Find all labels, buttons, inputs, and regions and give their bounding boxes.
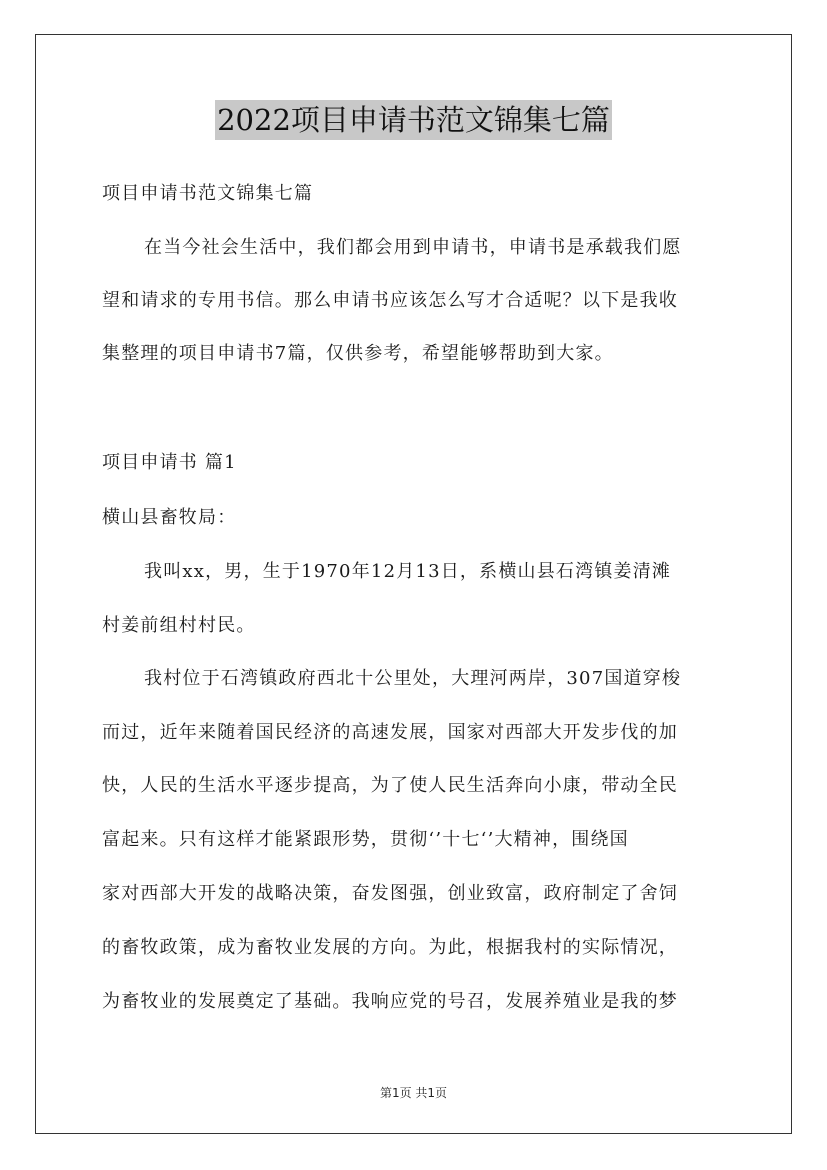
intro-line-3: 集整理的项目申请书7篇，仅供参考，希望能够帮助到大家。 — [102, 343, 614, 364]
para2-line-3: 快，人民的生活水平逐步提高，为了使人民生活奔向小康，带动全民 — [102, 775, 678, 796]
subtitle: 项目申请书范文锦集七篇 — [102, 183, 314, 204]
intro-line-2: 望和请求的专用书信。那么申请书应该怎么写才合适呢？以下是我收 — [102, 290, 678, 311]
section-heading: 项目申请书 篇1 — [102, 452, 237, 473]
para2-line-2: 而过，近年来随着国民经济的高速发展，国家对西部大开发步伐的加 — [102, 722, 678, 743]
para2-line-7: 为畜牧业的发展奠定了基础。我响应党的号召，发展养殖业是我的梦 — [102, 991, 678, 1012]
document-title: 2022项目申请书范文锦集七篇 — [215, 100, 612, 140]
para2-line-6: 的畜牧政策，成为畜牧业发展的方向。为此，根据我村的实际情况， — [102, 937, 678, 958]
para2-line-4: 富起来。只有这样才能紧跟形势，贯彻‘’十七‘’大精神，围绕国 — [102, 829, 629, 850]
para2-line-5: 家对西部大开发的战略决策，奋发图强，创业致富，政府制定了舍饲 — [102, 883, 678, 904]
title-container — [0, 100, 827, 140]
page-footer: 第1页 共1页 — [379, 1086, 448, 1100]
para2-line-1: 我村位于石湾镇政府西北十公里处，大理河两岸，307国道穿梭 — [144, 668, 682, 689]
para1-line-2: 村姜前组村村民。 — [102, 615, 256, 636]
intro-line-1: 在当今社会生活中，我们都会用到申请书，申请书是承载我们愿 — [144, 237, 682, 258]
para1-line-1: 我叫xx，男，生于1970年12月13日，系横山县石湾镇姜清滩 — [144, 561, 672, 582]
addressee: 横山县畜牧局： — [102, 507, 237, 528]
